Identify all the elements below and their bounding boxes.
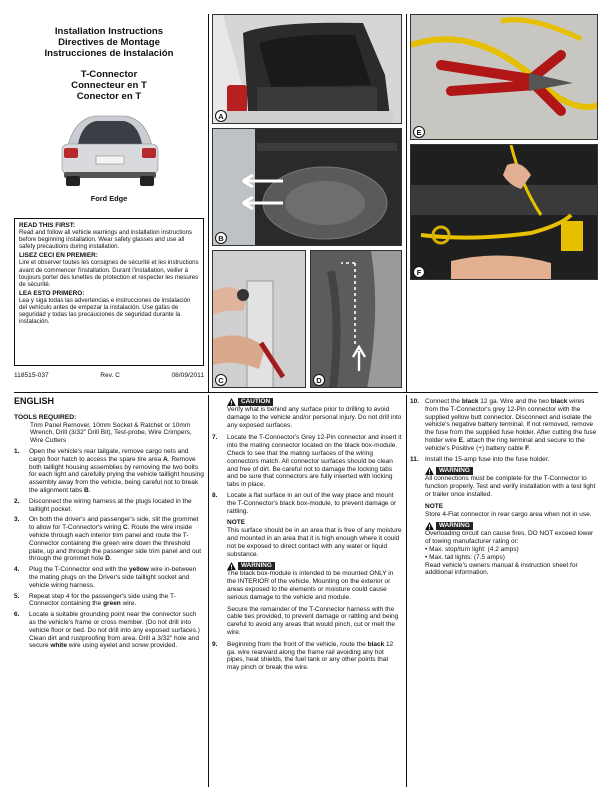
photo-f-label: F (413, 266, 425, 278)
vehicle-label: Ford Edge (90, 194, 128, 203)
warning-3-bullet-2: • Max. tail lights: (7.5 amps) (425, 553, 505, 561)
caution-icon (227, 398, 236, 406)
read-first-text-es: Lea y siga todas las advertencias e instrucciones de instalación del vehículo antes de empezar la instalación. Use gafas de seguridad y todas las precauciones de seguridad durante la instalación. (19, 296, 191, 326)
step-9: 9. Beginning from the front of the vehicle, route the black 12 ga. wire rearward along the frame rail avoiding any hot pipes, heat shields, the fuel tank or any other points that may pinch or break the wire. (212, 640, 394, 672)
note-2-text: Store 4-Flat connector in rear cargo area when not in use. (425, 510, 592, 518)
warning-3-end-text: Read vehicle's owners manual & instruction sheet for additional information. (425, 561, 578, 577)
product-es: Conector en T (76, 91, 142, 102)
warning-2 (410, 467, 598, 518)
warning-1-label: WARNING (238, 562, 275, 570)
warning-3 (410, 522, 598, 577)
warning-icon (425, 467, 434, 475)
note-1 (212, 519, 402, 558)
photo-c-label: C (215, 374, 227, 386)
column-2 (212, 398, 402, 672)
note-1-heading: NOTE (227, 519, 246, 527)
revision: Rev. C (100, 372, 120, 379)
step-1: 1. Open the vehicle's rear tailgate, remove cargo nets and cargo floor hatch to access the spare tire area A. Remove both taillight housing assemblies by removing the two bolts for each light and carefully prying the vehicle taillight housing assembly away from the vehicle, being careful not to break the alignment tabs B. (14, 447, 204, 494)
column-divider-1 (208, 395, 209, 787)
step-4: 4. Plug the T-Connector end with the yellow wire in-between the mating plugs on the Driver's side taillight socket and vehicle wiring harness. (14, 566, 197, 589)
caution-block (212, 398, 402, 429)
step-8: 8. Locate a flat surface in an out of the way place and mount the T-Connector's black box-module, to prevent damage or rattling. (212, 491, 397, 515)
photo-b (212, 128, 402, 246)
doc-date: 08/09/2011 (171, 372, 204, 379)
title-es: Instrucciones de Instalación (44, 48, 174, 59)
read-first-text-fr: Lire et observer toutes les consignes de sécurité et les instructions avant de commencer l'installation. Durant l'installation, veiller à toujours porter des lunettes de protection et respecter les mesures de sécurité. (19, 259, 199, 288)
column-3 (410, 398, 598, 577)
section-title-english: ENGLISH (14, 396, 55, 406)
ref-c: C (122, 524, 128, 532)
read-first-text-en: Read and follow all vehicle warnings and installation instructions before beginning installation. Wear safety glasses and use all safety precautions during installation. (19, 229, 193, 251)
ref-e: E (458, 436, 463, 444)
warning-3-label: WARNING (436, 522, 473, 530)
horizontal-divider (14, 392, 598, 393)
caution-label: CAUTION (238, 398, 273, 406)
warning-2-text: All connections must be complete for the T-Connector to function properly. Test and verify installation with a test light or trailer once installed. (425, 475, 596, 498)
note-2-heading: NOTE (425, 502, 444, 510)
photo-e (410, 14, 598, 140)
part-number: 118515-037 (14, 372, 49, 379)
photo-f (410, 144, 598, 280)
photo-d (310, 250, 402, 388)
title-en: Installation Instructions (54, 26, 164, 37)
fire-warning-icon (425, 522, 434, 530)
warning-3-text: Overloading circuit can cause fires. DO NOT exceed lower of towing manufacturer rating or: (425, 530, 594, 546)
photo-d-label: D (313, 374, 325, 386)
document-meta (14, 372, 204, 379)
note-1-text: This surface should be in an area that is free of any moisture and mounted in an area that it is high enough where it could not be exposed to direct contact with any water or liquid substance. (227, 527, 402, 558)
read-first-heading-en: READ THIS FIRST: (19, 222, 76, 229)
photo-a-label: A (215, 110, 227, 122)
vehicle-photo (54, 106, 164, 192)
warning-3-bullet-1: • Max. stop/turn light: (4.2 amps) (425, 545, 519, 553)
read-first-heading-es: LEA ESTO PRIMERO: (19, 289, 85, 297)
step-10: 10. Connect the black 12 ga. Wire and the two black wires from the T-Connector's grey 12-Pin connector with the supplied yellow butt connector. Disconnect and isolate the vehicle's negative battery terminal. If not removed, remove the fuse from the supplied fuse holder. After cutting the fuse holder wire E, attach the ring terminal and secure to the vehicle's Positive (+) battery cable F. (410, 398, 597, 452)
tools-list: Trim Panel Remover, 10mm Socket & Ratchet or 10mm Wrench, Drill (3/32" Drill Bit), Test-probe, Wire Crimpers, Wire Cutters (30, 421, 192, 445)
step-7: 7. Locate the T-Connector's Grey 12-Pin connector and insert it into the mating connector located on the black box-module. Check to see that the mating surfaces of the wiring connectors match. All connector surfaces should be clean and free of dirt. Be careful not to damage the locking tabs and be sure that connectors are fully inserted with locking tabs in place. (212, 434, 402, 489)
step-2: 2. Disconnect the wiring harness at the plugs located in the taillight pocket. (14, 497, 192, 513)
photo-c (212, 250, 306, 388)
step-6: 6. Locate a suitable grounding point near the connector such as the vehicle's frame or cross member. (Do not drill into vehicle floor or bed. Do not drill into any exposed surfaces.) Clean dirt and rustproofing from area. Drill a 3/32" hole and secure white wire using eyelet and screw provided. (14, 611, 200, 650)
column-divider-2 (406, 395, 407, 787)
photo-b-label: B (215, 232, 227, 244)
tools-heading: TOOLS REQUIRED: (14, 413, 77, 421)
warning-icon (227, 562, 236, 570)
ref-a: A (163, 455, 168, 463)
title-fr: Directives de Montage (58, 37, 160, 48)
photo-a (212, 14, 402, 124)
vertical-divider-2 (406, 14, 407, 392)
step-11: 11. Install the 15-amp fuse into the fuse holder. (410, 455, 550, 463)
read-first-heading-fr: LISEZ CECI EN PREMIER: (19, 252, 98, 260)
photo-e-label: E (413, 126, 425, 138)
warning-1 (212, 562, 402, 636)
product-en: T-Connector (80, 69, 138, 80)
warning-1-text: The black box-module is intended to be mounted ONLY in the INTERIOR of the vehicle. Mounting on the exterior or areas exposed to the elements or moisture could cause serious damage to the vehicle and module. (227, 570, 394, 601)
ref-f: F (525, 444, 530, 452)
title-block (14, 26, 204, 203)
step-3: 3. On both the driver's and passenger's side, slit the grommet to allow for T-Connector's wiring C. Route the wire inside vehicle through each interior trim panel and route the T-Connector containing the green wire down the threshold plate, up and through the passenger side trim panel and out through the grommet hole D. (14, 516, 202, 563)
warning-2-label: WARNING (436, 467, 473, 475)
vertical-divider-1 (208, 14, 209, 392)
ref-b: B (83, 486, 89, 494)
column-1 (14, 398, 204, 650)
caution-text: Verify what is behind any surface prior to drilling to avoid damage to the vehicle and/or personal injury. Do not drill into any exposed surfaces. (227, 406, 402, 429)
secure-harness-text: Secure the remainder of the T-Connector harness with the cable ties provided, to prevent damage or rattling and being careful to avoid any areas that would pinch, cut or melt the wire. (227, 605, 399, 636)
ref-d: D (105, 555, 110, 563)
product-fr: Connecteur en T (71, 80, 147, 91)
read-first-box (14, 218, 204, 366)
step-5: 5. Repeat step 4 for the passenger's side using the T-Connector containing the green wire. (14, 592, 176, 608)
